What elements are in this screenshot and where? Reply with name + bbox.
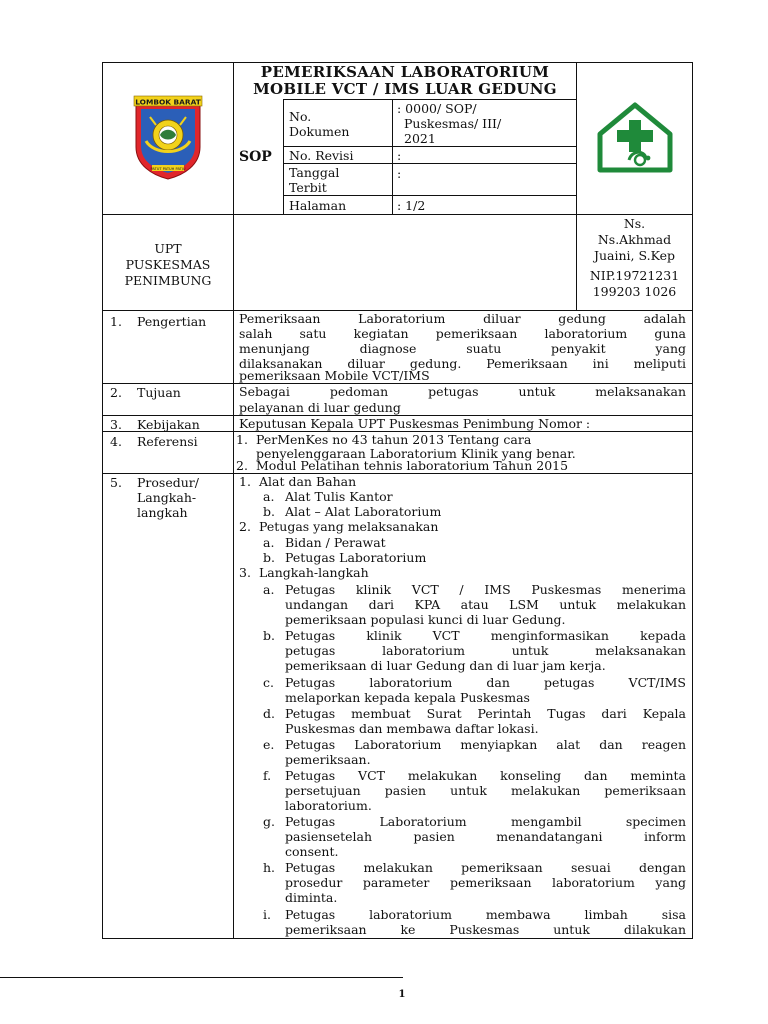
procedure-group-1-sub-a: Alat Tulis Kantor — [285, 489, 393, 504]
signer-name-line-2: Juaini, S.Kep — [594, 248, 675, 263]
section-5-label-line-1: Prosedur/ — [137, 475, 199, 490]
step-d-line-1: Petugas membuat Surat Perintah Tugas dari Kepala — [285, 706, 686, 721]
step-h-line-1: Petugas melakukan pemeriksaan sesuai dengan — [285, 860, 686, 875]
title-line-2: MOBILE VCT / IMS LUAR GEDUNG — [253, 80, 557, 98]
field-value-doc-number-3: 2021 — [404, 131, 436, 146]
procedure-group-2-title: Petugas yang melaksanakan — [259, 519, 439, 534]
section-5-number: 5. — [110, 475, 122, 490]
step-f-line-2: persetujuan pasien untuk melakukan pemeriksaan — [285, 783, 686, 798]
document-title — [234, 64, 576, 98]
step-h-marker: h. — [263, 860, 276, 875]
field-label-issue-date-2: Terbit — [289, 180, 327, 195]
section-5-label-line-3: langkah — [137, 505, 188, 520]
step-f-line-1: Petugas VCT melakukan konseling dan meminta — [285, 768, 686, 783]
reference-1-line-1: PerMenKes no 43 tahun 2013 Tentang cara — [256, 432, 532, 447]
procedure-group-2-sub-b: Petugas Laboratorium — [285, 550, 427, 565]
step-c-line-2: melaporkan kepada kepala Puskesmas — [285, 690, 530, 705]
org-name-line-1: UPT — [154, 241, 182, 256]
step-d-marker: d. — [263, 706, 275, 721]
field-label-doc-number-2: Dokumen — [289, 124, 350, 139]
field-label-revision: No. Revisi — [289, 148, 354, 163]
section-3-number: 3. — [110, 417, 122, 432]
section-1-text-line-5: pemeriksaan Mobile VCT/IMS — [239, 368, 430, 383]
section-3-label: Kebijakan — [137, 417, 200, 432]
section-2-text-line-1: Sebagai pedoman petugas untuk melaksanakan — [239, 384, 686, 399]
step-f-line-3: laboratorium. — [285, 798, 372, 813]
step-g-line-3: consent. — [285, 844, 339, 859]
reference-2-number: 2. — [236, 458, 248, 473]
section-4-number: 4. — [110, 434, 122, 449]
section-1-text-line-2: salah satu kegiatan pemeriksaan laboratorium guna — [239, 326, 686, 341]
field-value-revision: : — [397, 148, 402, 163]
step-a-line-1: Petugas klinik VCT / IMS Puskesmas menerima — [285, 582, 686, 597]
step-c-marker: c. — [263, 675, 274, 690]
step-d-line-2: Puskesmas dan membawa daftar lokasi. — [285, 721, 539, 736]
lombok-barat-emblem-logo — [132, 95, 204, 181]
procedure-group-2-number: 2. — [239, 519, 251, 534]
step-h-line-2: prosedur parameter pemeriksaan laboratorium yang — [285, 875, 686, 890]
step-b-line-2: petugas laboratorium untuk melaksanakan — [285, 643, 686, 658]
reference-2-line-1: Modul Pelatihan tehnis laboratorium Tahun 2015 — [256, 458, 569, 473]
section-2-number: 2. — [110, 385, 122, 400]
reference-1-number: 1. — [236, 432, 248, 447]
procedure-group-3-title: Langkah-langkah — [259, 565, 369, 580]
puskesmas-logo — [596, 102, 674, 174]
step-h-line-3: diminta. — [285, 890, 338, 905]
section-1-text-line-3: menunjang diagnose suatu penyakit yang — [239, 341, 686, 356]
field-value-doc-number-1: : 0000/ SOP/ — [397, 101, 477, 116]
field-value-doc-number-2: Puskesmas/ III/ — [404, 116, 502, 131]
signer-nip-line-2: 199203 1026 — [592, 284, 677, 299]
step-g-marker: g. — [263, 814, 275, 829]
step-b-line-1: Petugas klinik VCT menginformasikan kepada — [285, 628, 686, 643]
reference-1-line-2: penyelenggaraan Laboratorium Klinik yang benar. — [256, 446, 576, 461]
section-5-label-line-2: Langkah- — [137, 490, 197, 505]
procedure-group-2-sub-a-marker: a. — [263, 535, 275, 550]
emblem-banner-text: LOMBOK BARAT — [135, 97, 201, 107]
section-2-label: Tujuan — [137, 385, 181, 400]
step-c-line-1: Petugas laboratorium dan petugas VCT/IMS — [285, 675, 686, 690]
org-name-line-3: PENIMBUNG — [124, 273, 212, 288]
field-label-page: Halaman — [289, 198, 347, 213]
section-1-label: Pengertian — [137, 314, 207, 329]
emblem-motto-text: PATUT PATUH PATJU — [150, 167, 186, 171]
step-i-line-2: pemeriksaan ke Puskesmas untuk dilakukan — [285, 922, 686, 937]
field-label-doc-number-1: No. — [289, 109, 312, 124]
step-e-marker: e. — [263, 737, 275, 752]
section-4-label: Referensi — [137, 434, 198, 449]
page-number: 1 — [398, 989, 406, 1000]
signer-title: Ns. — [623, 216, 646, 231]
procedure-group-2-sub-a: Bidan / Perawat — [285, 535, 386, 550]
section-3-text: Keputusan Kepala UPT Puskesmas Penimbung Nomor : — [239, 416, 591, 431]
procedure-group-1-sub-b-marker: b. — [263, 504, 275, 519]
step-b-line-3: pemeriksaan di luar Gedung dan di luar jam kerja. — [285, 658, 606, 673]
step-a-marker: a. — [263, 582, 275, 597]
org-name-line-2: PUSKESMAS — [125, 257, 211, 272]
procedure-group-3-number: 3. — [239, 565, 251, 580]
signer-nip-line-1: NIP.19721231 — [589, 268, 680, 283]
section-2-text-line-2: pelayanan di luar gedung — [239, 400, 401, 415]
step-e-line-2: pemeriksaan. — [285, 752, 371, 767]
step-f-marker: f. — [263, 768, 272, 783]
procedure-group-1-sub-b: Alat – Alat Laboratorium — [285, 504, 442, 519]
step-i-marker: i. — [263, 907, 271, 922]
procedure-group-2-sub-b-marker: b. — [263, 550, 275, 565]
title-line-1: PEMERIKSAAN LABORATORIUM — [260, 63, 550, 81]
step-e-line-1: Petugas Laboratorium menyiapkan alat dan reagen — [285, 737, 686, 752]
signer-name-line-1: Ns.Akhmad — [597, 232, 672, 247]
step-i-line-1: Petugas laboratorium membawa limbah sisa — [285, 907, 686, 922]
procedure-group-1-sub-a-marker: a. — [263, 489, 275, 504]
step-g-line-2: pasiensetelah pasien menandatangani inform — [285, 829, 686, 844]
procedure-group-1-number: 1. — [239, 474, 251, 489]
section-1-text-line-1: Pemeriksaan Laboratorium diluar gedung adalah — [239, 311, 686, 326]
field-value-issue-date: : — [397, 166, 402, 181]
footer-rule — [0, 977, 403, 978]
step-g-line-1: Petugas Laboratorium mengambil specimen — [285, 814, 686, 829]
step-b-marker: b. — [263, 628, 275, 643]
section-1-number: 1. — [110, 314, 122, 329]
procedure-group-1-title: Alat dan Bahan — [259, 474, 357, 489]
section-1-text-line-4: dilaksanakan diluar gedung. Pemeriksaan ini meliputi — [239, 356, 686, 371]
step-a-line-3: pemeriksaan populasi kunci di luar Gedung. — [285, 612, 566, 627]
field-value-page: : 1/2 — [397, 198, 426, 213]
field-label-issue-date-1: Tanggal — [289, 165, 340, 180]
step-a-line-2: undangan dari KPA atau LSM untuk melakukan — [285, 597, 686, 612]
sop-label: SOP — [239, 149, 272, 165]
